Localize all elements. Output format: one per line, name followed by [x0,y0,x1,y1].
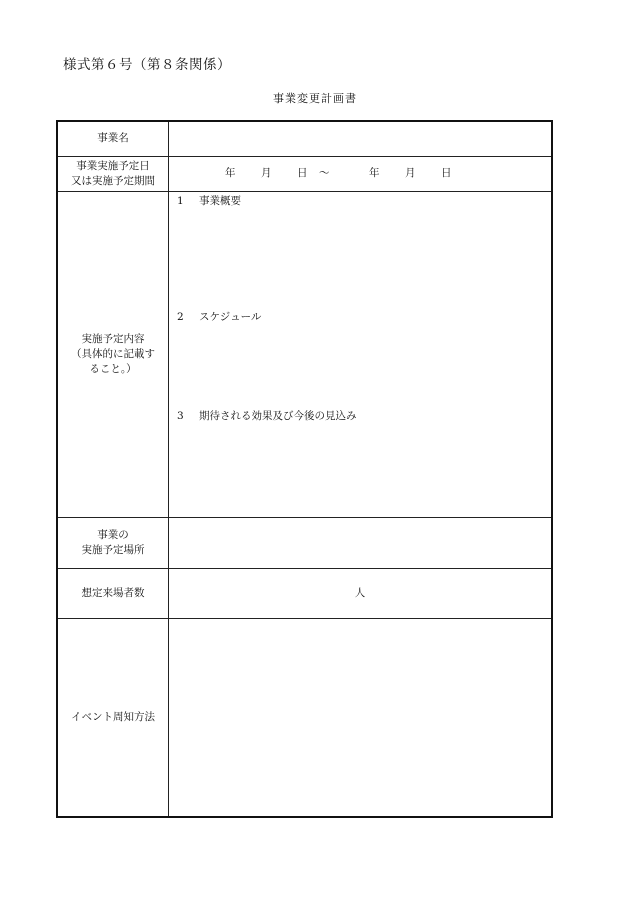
form-number: 様式第６号（第８条関係） [63,57,231,73]
document-title: 事業変更計画書 [273,92,357,105]
application-form-table [56,120,553,818]
section-schedule: 2 スケジュール [177,310,262,323]
year-start-label: 年 [225,167,236,179]
day-start-label: 日 [297,167,308,179]
period-label: 事業実施予定日 又は実施予定期間 [57,156,169,191]
month-start-label: 月 [261,167,272,179]
business-name-label: 事業名 [57,121,169,156]
month-end-label: 月 [405,167,416,179]
row-visitors [57,568,552,618]
year-end-label: 年 [369,167,380,179]
visitors-unit: 人 [354,586,366,599]
publicity-label: イベント周知方法 [57,618,169,817]
row-location [57,517,552,568]
location-field[interactable] [169,517,553,568]
section-expected-effects: 3 期待される効果及び今後の見込み [177,409,357,422]
publicity-field[interactable] [169,618,553,817]
row-content [57,191,552,517]
business-name-field[interactable] [169,121,553,156]
visitors-label: 想定来場者数 [57,568,169,618]
visitors-field[interactable] [169,568,553,618]
row-publicity [57,618,552,817]
content-label: 実施予定内容 （具体的に記載す ること。） [57,191,169,517]
section-overview: 1 事業概要 [177,194,241,207]
location-label: 事業の 実施予定場所 [57,517,169,568]
row-business-name [57,121,552,156]
row-period [57,156,552,191]
day-end-label: 日 [441,167,452,179]
range-tilde: ～ [319,167,330,179]
period-field[interactable] [169,156,553,191]
content-field[interactable] [169,191,553,517]
